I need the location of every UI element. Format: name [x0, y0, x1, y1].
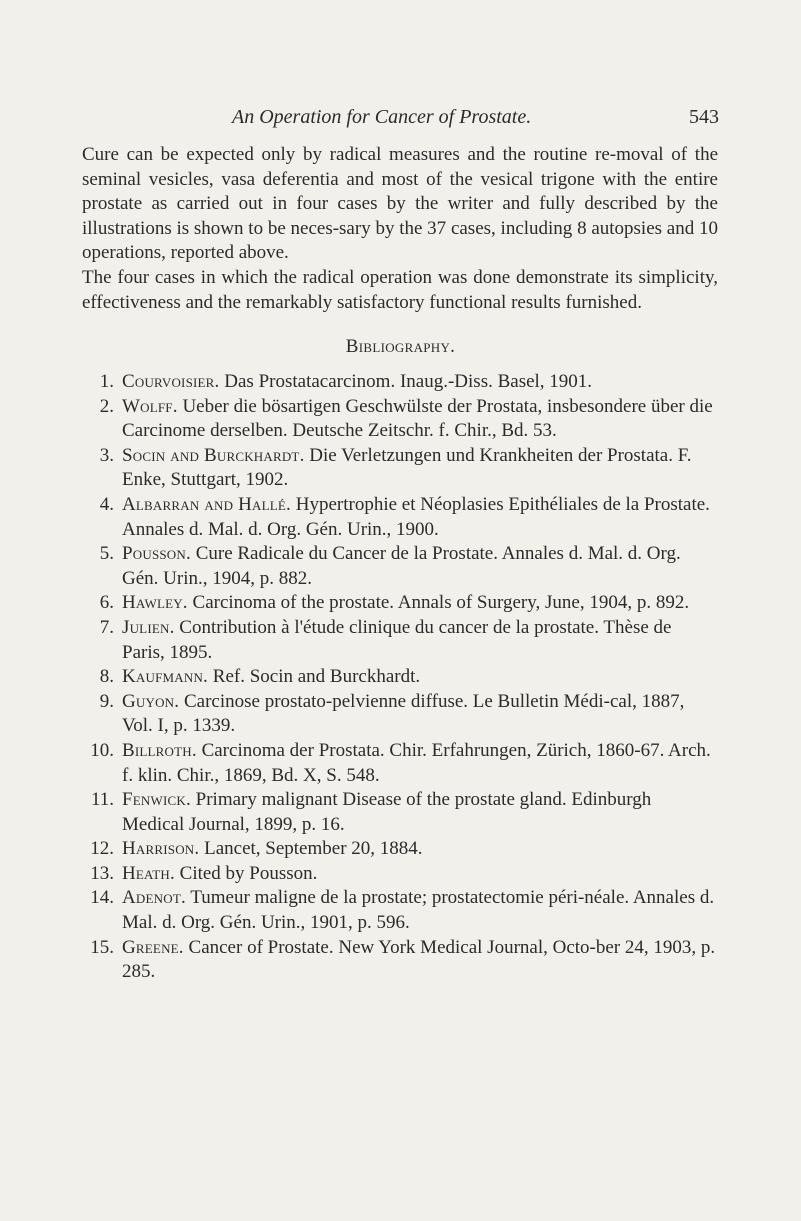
entry-number: 8. [99, 666, 114, 688]
entry-author: Fenwick. [122, 789, 191, 811]
entry-number: 2. [99, 395, 114, 417]
entry-number: 7. [99, 616, 114, 638]
entry-author: Adenot. [122, 887, 186, 909]
entry-text: Das Prostatacarcinom. Inaug.-Diss. Basel, 1901. [224, 371, 593, 392]
entry-author: Heath. [122, 862, 175, 884]
entry-text: Primary malignant Disease of the prostate gland. Edinburgh Medical Journal, 1899, p. 16. [122, 789, 652, 835]
bibliography-entry [82, 542, 718, 591]
entry-text: Die Verletzungen und Krankheiten der Prostata. F. Enke, Stuttgart, 1902. [122, 444, 692, 491]
bibliography-entry [82, 936, 718, 985]
entry-number: 10. [90, 739, 114, 761]
entry-text: Carcinoma der Prostata. Chir. Erfahrungen, Zürich, 1860-67. Arch. f. klin. Chir., 1869, Bd. X, S. 548. [122, 739, 711, 786]
running-title: An Operation for Cancer of Prostate. [232, 106, 532, 128]
entry-number: 14. [90, 887, 114, 909]
entry-author: Harrison. [122, 838, 200, 860]
entry-number: 11. [90, 789, 114, 811]
entry-number: 4. [99, 493, 114, 515]
bibliography-entry [82, 395, 718, 444]
bibliography-entry [82, 493, 718, 542]
entry-author: Socin and Burckhardt. [122, 444, 305, 466]
entry-number: 1. [99, 371, 114, 392]
entry-number: 3. [99, 444, 114, 466]
entry-text: Ref. Socin and Burckhardt. [212, 666, 421, 688]
entry-number: 12. [90, 838, 114, 860]
bibliography-entry [82, 690, 718, 739]
body-text [82, 143, 718, 315]
entry-text: Carcinoma of the prostate. Annals of Surgery, June, 1904, p. 892. [192, 592, 690, 614]
bibliography-entry [82, 444, 718, 493]
bibliography-entry [82, 665, 718, 690]
bibliography-entry [82, 837, 718, 862]
entry-text: Cure Radicale du Cancer de la Prostate. Annales d. Mal. d. Org. Gén. Urin., 1904, p. 882. [122, 543, 681, 589]
entry-number: 15. [90, 936, 114, 958]
entry-author: Wolff. [122, 395, 178, 417]
entry-author: Pousson. [122, 543, 191, 565]
entry-text: Hypertrophie et Néoplasies Epithéliales de la Prostate. Annales d. Mal. d. Org. Gén. Urin., 1900. [122, 493, 710, 540]
bibliography-heading: Bibliography. [345, 336, 456, 357]
page-number: 543 [689, 106, 719, 128]
running-head [0, 106, 801, 130]
entry-author: Albarran and Hallé. [122, 493, 291, 515]
entry-number: 9. [99, 690, 114, 712]
entry-text: Tumeur maligne de la prostate; prostatectomie péri-néale. Annales d. Mal. d. Org. Gén. Urin., 1901, p. 596. [122, 887, 715, 934]
paragraph: Cure can be expected only by radical measures and the routine re-moval of the seminal vesicles, vasa deferentia and most of the vesical trigone with the entire prostate as carried out in four cases by the writer and fully described by the illustrations is shown to be neces-sary by the 37 cases, including 8 autopsies and 10 operations, reported above. [82, 144, 718, 264]
bibliography-list [82, 370, 718, 985]
entry-author: Courvoisier. [122, 371, 220, 392]
entry-text: Lancet, September 20, 1884. [204, 838, 423, 860]
entry-author: Hawley. [122, 592, 188, 614]
entry-text: Contribution à l'étude clinique du cancer de la prostate. Thèse de Paris, 1895. [122, 616, 672, 663]
entry-text: Cancer of Prostate. New York Medical Journal, Octo-ber 24, 1903, p. 285. [122, 936, 716, 983]
entry-number: 5. [99, 543, 114, 565]
entry-author: Julien. [122, 616, 175, 638]
bibliography-entry [82, 370, 718, 395]
bibliography-entry [82, 886, 718, 935]
bibliography-entry [82, 788, 718, 837]
bibliography-entry [82, 862, 718, 887]
bibliography-entry [82, 591, 718, 616]
paragraph: The four cases in which the radical operation was done demonstrate its simplicity, effectiveness and the remarkably satisfactory functional results furnished. [82, 266, 718, 313]
entry-number: 6. [99, 592, 114, 614]
entry-number: 13. [90, 862, 114, 884]
entry-text: Carcinose prostato-pelvienne diffuse. Le Bulletin Médi-cal, 1887, Vol. I, p. 1339. [122, 690, 685, 737]
entry-text: Ueber die bösartigen Geschwülste der Prostata, insbesondere über die Carcinome derselben. Deutsche Zeitschr. f. Chir., Bd. 53. [122, 395, 713, 442]
entry-author: Guyon. [122, 690, 180, 712]
entry-author: Greene. [122, 936, 184, 958]
bibliography-entry [82, 739, 718, 788]
entry-author: Kaufmann. [122, 666, 209, 688]
bibliography-entry [82, 616, 718, 665]
entry-author: Billroth. [122, 739, 197, 761]
entry-text: Cited by Pousson. [179, 862, 318, 884]
